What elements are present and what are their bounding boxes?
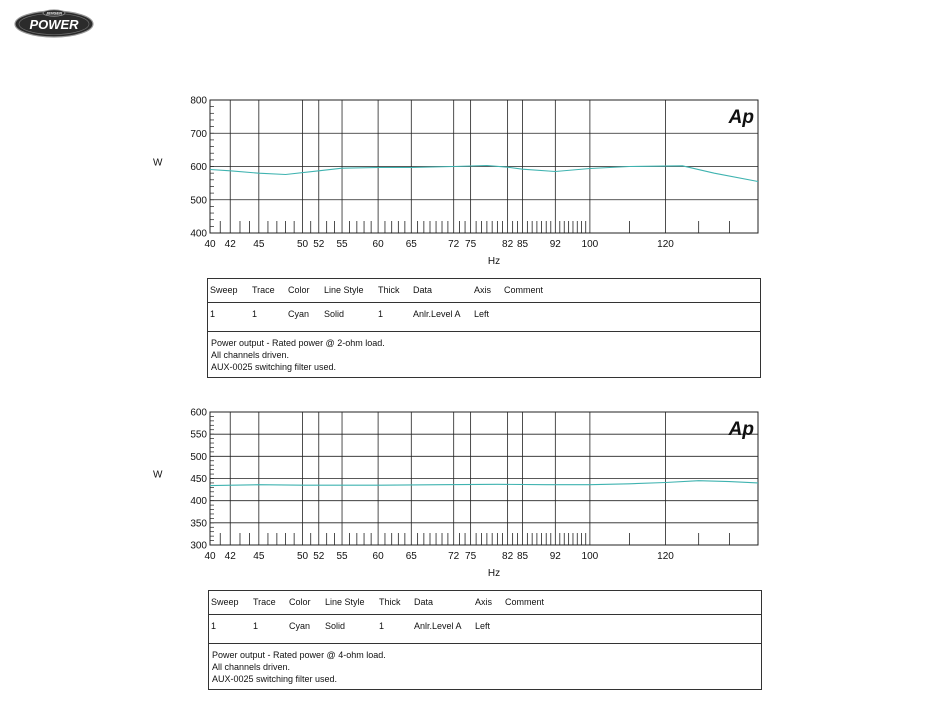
legend-header: Sweep [210, 285, 238, 295]
legend-header: Data [414, 597, 434, 607]
legend-table-2ohm [207, 278, 761, 378]
legend-cell: Cyan [289, 621, 311, 631]
x-axis-title: Hz [487, 256, 501, 267]
y-tick-label: 400 [190, 228, 207, 240]
x-tick-label: 120 [657, 551, 674, 562]
legend-header: Line Style [324, 285, 364, 295]
x-tick-label: 45 [253, 551, 265, 562]
legend-header: Color [288, 285, 310, 295]
y-tick-label: 450 [190, 474, 207, 485]
legend-note: AUX-0025 switching filter used. [212, 674, 338, 684]
y-tick-label: 500 [190, 195, 207, 207]
x-tick-label: 92 [549, 551, 561, 562]
x-tick-label: 50 [296, 239, 309, 250]
y-tick-label: 600 [190, 162, 207, 173]
legend-cell: 1 [379, 621, 385, 631]
x-tick-label: 60 [372, 551, 384, 562]
x-tick-label: 75 [465, 551, 477, 562]
x-tick-label: 65 [405, 239, 417, 250]
x-tick-label: 72 [448, 239, 460, 250]
x-tick-label: 42 [224, 239, 236, 250]
x-tick-label: 85 [516, 551, 529, 562]
y-tick-label: 500 [190, 451, 207, 463]
legend-header: Thick [378, 285, 400, 295]
legend-note: All channels driven. [211, 350, 290, 360]
y-axis-title: W [153, 469, 163, 481]
x-tick-label: 45 [253, 239, 265, 250]
legend-header: Comment [504, 285, 544, 295]
x-tick-label: 55 [336, 551, 348, 562]
legend-data-row [209, 615, 761, 644]
legend-cell: 1 [252, 309, 258, 319]
legend-notes [209, 644, 761, 689]
legend-header: Axis [475, 597, 493, 607]
legend-cell: 1 [378, 309, 384, 319]
legend-cell: 1 [210, 309, 216, 319]
legend-table-4ohm [208, 590, 762, 690]
legend-header: Comment [505, 597, 545, 607]
x-tick-label: 82 [502, 551, 514, 562]
x-tick-label: 60 [372, 239, 384, 250]
legend-data-row [208, 303, 760, 332]
legend-cell: 1 [253, 621, 259, 631]
legend-cell: 1 [211, 621, 217, 631]
legend-header: Trace [252, 285, 275, 295]
x-tick-label: 72 [448, 551, 460, 562]
x-tick-label: 100 [581, 239, 599, 250]
power-chart-4ohm [140, 402, 780, 582]
legend-note: AUX-0025 switching filter used. [211, 362, 337, 372]
legend-cell: Left [474, 309, 490, 319]
x-tick-label: 65 [405, 551, 417, 562]
legend-notes [208, 332, 760, 377]
brand-logo [14, 8, 94, 38]
ap-logo-mark: Ap [728, 107, 754, 128]
x-tick-label: 100 [581, 551, 599, 562]
legend-note: All channels driven. [212, 662, 291, 672]
legend-header: Line Style [325, 597, 365, 607]
legend-header-row [208, 279, 760, 303]
y-tick-label: 350 [190, 518, 207, 530]
legend-header: Data [413, 285, 433, 295]
power-chart-2ohm [140, 90, 780, 270]
x-tick-label: 82 [502, 239, 514, 250]
legend-note: Power output - Rated power @ 4-ohm load. [212, 650, 386, 660]
legend-cell: Solid [325, 621, 346, 631]
x-tick-label: 40 [204, 239, 216, 250]
x-tick-label: 92 [549, 239, 561, 250]
x-axis-title: Hz [487, 568, 501, 579]
y-tick-label: 800 [190, 95, 207, 107]
legend-header: Thick [379, 597, 401, 607]
x-tick-label: 42 [224, 551, 236, 562]
legend-cell: Cyan [288, 309, 310, 319]
logo-top-text: JENSEN [45, 10, 63, 16]
legend-cell: Anlr.Level A [413, 309, 461, 319]
x-tick-label: 85 [516, 239, 529, 250]
legend-cell: Solid [324, 309, 345, 319]
y-tick-label: 400 [190, 496, 207, 508]
y-tick-label: 550 [190, 429, 207, 441]
x-tick-label: 52 [313, 239, 325, 250]
x-tick-label: 75 [465, 239, 477, 250]
legend-header: Trace [253, 597, 276, 607]
y-tick-label: 300 [190, 540, 207, 552]
legend-cell: Anlr.Level A [414, 621, 462, 631]
y-tick-label: 600 [190, 407, 207, 419]
x-tick-label: 52 [313, 551, 325, 562]
legend-note: Power output - Rated power @ 2-ohm load. [211, 338, 385, 348]
x-tick-label: 120 [657, 239, 674, 250]
ap-logo-mark: Ap [728, 419, 754, 440]
y-tick-label: 700 [190, 128, 207, 140]
x-tick-label: 55 [336, 239, 348, 250]
legend-cell: Left [475, 621, 491, 631]
x-tick-label: 40 [204, 551, 216, 562]
y-axis-title: W [153, 157, 163, 169]
x-tick-label: 50 [296, 551, 309, 562]
logo-main-text: POWER [29, 17, 79, 32]
legend-header: Axis [474, 285, 492, 295]
legend-header: Color [289, 597, 311, 607]
legend-header-row [209, 591, 761, 615]
legend-header: Sweep [211, 597, 239, 607]
